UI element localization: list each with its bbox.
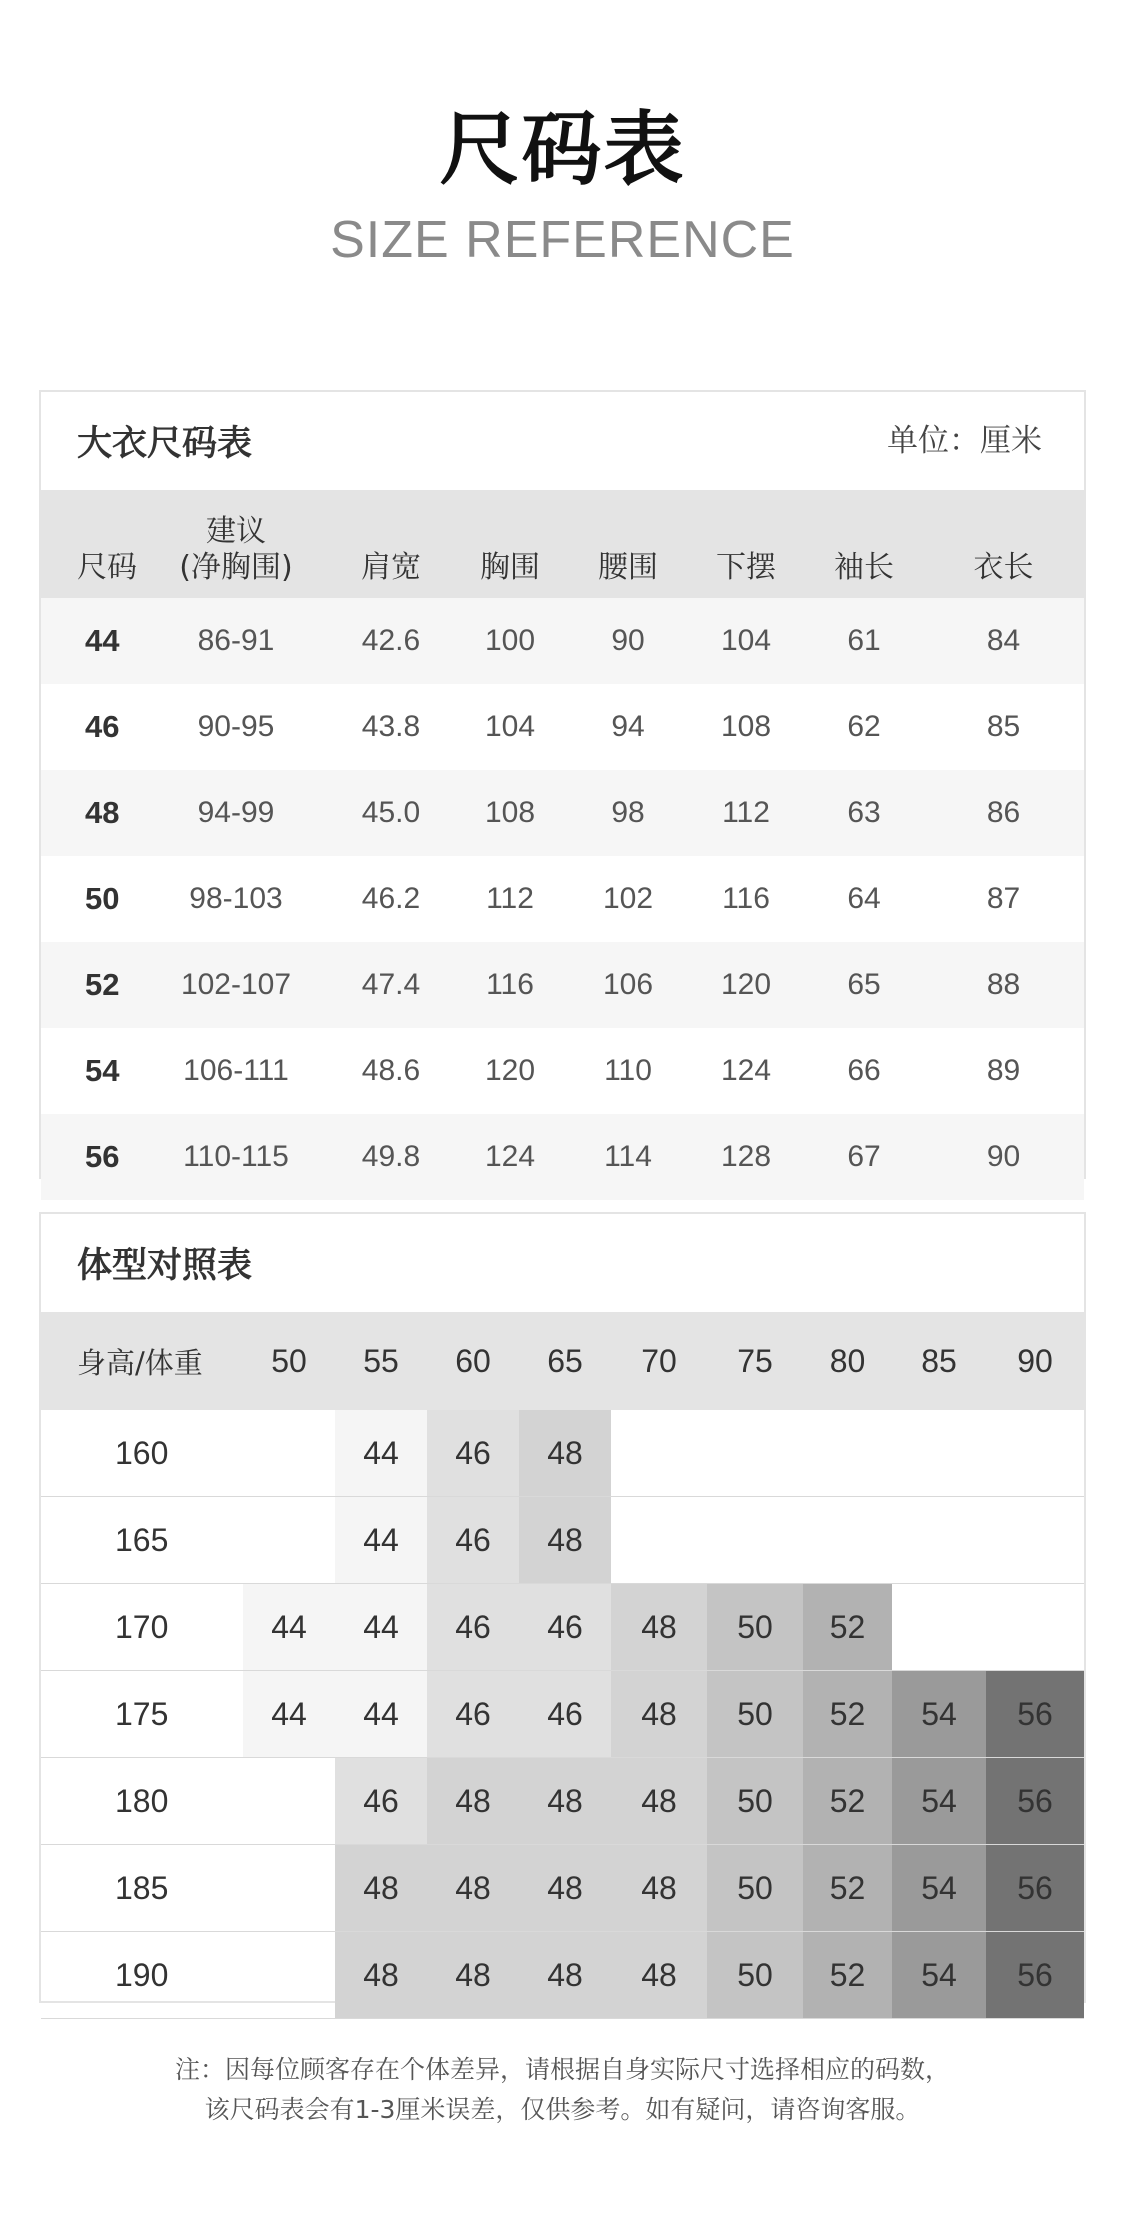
size-cell: 44 — [335, 1671, 427, 1758]
measurement-cell: 98 — [569, 770, 687, 856]
weight-column-header: 65 — [519, 1312, 611, 1410]
table-row — [41, 1845, 1084, 1932]
table-row — [41, 1932, 1084, 2019]
measurement-cell: 110 — [569, 1028, 687, 1114]
measurement-cell: 85 — [923, 684, 1084, 770]
size-cell — [892, 1497, 986, 1584]
measurement-cell: 114 — [569, 1114, 687, 1200]
weight-column-header: 60 — [427, 1312, 519, 1410]
measurement-cell: 94-99 — [141, 770, 331, 856]
measurement-cell: 45.0 — [331, 770, 451, 856]
note-line-2: 该尺码表会有1-3厘米误差，仅供参考。如有疑问，请咨询客服。 — [204, 2095, 921, 2124]
measurement-cell: 104 — [451, 684, 569, 770]
size-cell: 48 — [611, 1758, 707, 1845]
table-row — [41, 856, 1084, 942]
size-cell: 50 — [707, 1845, 803, 1932]
size-cell: 50 — [707, 1671, 803, 1758]
size-cell: 46 — [335, 1758, 427, 1845]
table-row — [41, 1758, 1084, 1845]
size-cell — [986, 1410, 1084, 1497]
size-cell: 54 — [892, 1932, 986, 2019]
size-cell: 46 — [519, 1671, 611, 1758]
table-row — [41, 1584, 1084, 1671]
body-table-body — [41, 1410, 1084, 2019]
table-row — [41, 684, 1084, 770]
size-cell: 46 — [427, 1671, 519, 1758]
weight-column-header: 70 — [611, 1312, 707, 1410]
size-cell: 48 — [427, 1845, 519, 1932]
size-cell: 52 — [41, 942, 141, 1028]
size-cell: 50 — [707, 1932, 803, 2019]
size-cell — [707, 1497, 803, 1584]
measurement-cell: 67 — [805, 1114, 923, 1200]
height-cell: 185 — [41, 1845, 243, 1932]
measurement-cell: 106-111 — [141, 1028, 331, 1114]
coat-column-header: 肩宽 — [331, 490, 451, 598]
size-cell — [243, 1932, 335, 2019]
measurement-cell: 43.8 — [331, 684, 451, 770]
measurement-cell: 120 — [451, 1028, 569, 1114]
measurement-cell: 124 — [451, 1114, 569, 1200]
size-cell: 48 — [519, 1932, 611, 2019]
weight-column-header: 50 — [243, 1312, 335, 1410]
measurement-cell: 62 — [805, 684, 923, 770]
coat-size-table — [41, 490, 1084, 1200]
measurement-cell: 102-107 — [141, 942, 331, 1028]
size-cell: 56 — [41, 1114, 141, 1200]
body-type-header — [41, 1214, 1084, 1312]
size-cell: 56 — [986, 1671, 1084, 1758]
size-cell: 52 — [803, 1671, 892, 1758]
table-row — [41, 942, 1084, 1028]
size-cell: 44 — [335, 1497, 427, 1584]
size-cell: 44 — [41, 598, 141, 684]
measurement-cell: 86 — [923, 770, 1084, 856]
weight-column-header: 75 — [707, 1312, 803, 1410]
size-cell — [892, 1584, 986, 1671]
measurement-cell: 90-95 — [141, 684, 331, 770]
measurement-cell: 90 — [923, 1114, 1084, 1200]
measurement-cell: 63 — [805, 770, 923, 856]
size-cell — [611, 1497, 707, 1584]
measurement-cell: 104 — [687, 598, 805, 684]
size-cell — [243, 1758, 335, 1845]
table-row — [41, 1028, 1084, 1114]
size-cell: 44 — [335, 1584, 427, 1671]
size-cell — [707, 1410, 803, 1497]
measurement-cell: 112 — [451, 856, 569, 942]
measurement-cell: 84 — [923, 598, 1084, 684]
height-weight-corner: 身高/体重 — [41, 1312, 243, 1410]
measurement-cell: 87 — [923, 856, 1084, 942]
size-cell — [243, 1410, 335, 1497]
size-cell: 44 — [335, 1410, 427, 1497]
size-cell — [611, 1410, 707, 1497]
size-cell: 52 — [803, 1845, 892, 1932]
page-subtitle: SIZE REFERENCE — [330, 211, 795, 269]
height-cell: 165 — [41, 1497, 243, 1584]
size-cell: 54 — [41, 1028, 141, 1114]
measurement-cell: 89 — [923, 1028, 1084, 1114]
measurement-cell: 42.6 — [331, 598, 451, 684]
size-cell: 50 — [41, 856, 141, 942]
size-cell: 54 — [892, 1758, 986, 1845]
measurement-cell: 116 — [687, 856, 805, 942]
coat-column-header: 胸围 — [451, 490, 569, 598]
size-cell — [986, 1584, 1084, 1671]
measurement-cell: 94 — [569, 684, 687, 770]
unit-label: 单位：厘米 — [887, 423, 1042, 459]
page-title: 尺码表 — [439, 103, 686, 196]
size-cell: 52 — [803, 1932, 892, 2019]
size-cell: 48 — [611, 1845, 707, 1932]
coat-column-header: 下摆 — [687, 490, 805, 598]
size-cell: 52 — [803, 1758, 892, 1845]
size-cell: 50 — [707, 1758, 803, 1845]
size-cell: 48 — [519, 1410, 611, 1497]
body-type-table — [41, 1312, 1084, 2019]
size-cell: 48 — [519, 1497, 611, 1584]
measurement-cell: 106 — [569, 942, 687, 1028]
measurement-cell: 112 — [687, 770, 805, 856]
size-cell: 46 — [427, 1497, 519, 1584]
size-cell: 48 — [427, 1932, 519, 2019]
measurement-cell: 98-103 — [141, 856, 331, 942]
size-note — [0, 2050, 1125, 2130]
measurement-cell: 108 — [687, 684, 805, 770]
measurement-cell: 110-115 — [141, 1114, 331, 1200]
weight-column-header: 55 — [335, 1312, 427, 1410]
coat-column-header: 衣长 — [923, 490, 1084, 598]
size-cell: 50 — [707, 1584, 803, 1671]
height-cell: 170 — [41, 1584, 243, 1671]
coat-size-title: 大衣尺码表 — [77, 424, 253, 464]
height-cell: 190 — [41, 1932, 243, 2019]
measurement-cell: 66 — [805, 1028, 923, 1114]
coat-column-header: 建议 (净胸围) — [141, 490, 331, 598]
measurement-cell: 100 — [451, 598, 569, 684]
size-cell: 48 — [335, 1932, 427, 2019]
table-row — [41, 770, 1084, 856]
measurement-cell: 88 — [923, 942, 1084, 1028]
size-cell: 48 — [427, 1758, 519, 1845]
size-cell: 48 — [611, 1671, 707, 1758]
measurement-cell: 120 — [687, 942, 805, 1028]
measurement-cell: 124 — [687, 1028, 805, 1114]
height-cell: 160 — [41, 1410, 243, 1497]
measurement-cell: 90 — [569, 598, 687, 684]
size-cell: 44 — [243, 1584, 335, 1671]
size-cell: 48 — [335, 1845, 427, 1932]
measurement-cell: 86-91 — [141, 598, 331, 684]
measurement-cell: 48.6 — [331, 1028, 451, 1114]
height-cell: 180 — [41, 1758, 243, 1845]
size-cell: 52 — [803, 1584, 892, 1671]
size-cell: 54 — [892, 1845, 986, 1932]
measurement-cell: 47.4 — [331, 942, 451, 1028]
coat-column-header: 尺码 — [41, 490, 141, 598]
table-row — [41, 598, 1084, 684]
table-row — [41, 1671, 1084, 1758]
measurement-cell: 128 — [687, 1114, 805, 1200]
measurement-cell: 61 — [805, 598, 923, 684]
size-cell — [803, 1410, 892, 1497]
note-line-1: 注：因每位顾客存在个体差异，请根据自身实际尺寸选择相应的码数， — [174, 2055, 950, 2084]
size-cell: 48 — [519, 1845, 611, 1932]
size-cell: 56 — [986, 1758, 1084, 1845]
size-cell: 48 — [611, 1932, 707, 2019]
size-cell: 48 — [611, 1584, 707, 1671]
coat-table-header-row — [41, 490, 1084, 598]
size-cell: 56 — [986, 1932, 1084, 2019]
measurement-cell: 102 — [569, 856, 687, 942]
weight-column-header: 80 — [803, 1312, 892, 1410]
measurement-cell: 64 — [805, 856, 923, 942]
height-cell: 175 — [41, 1671, 243, 1758]
size-cell: 48 — [519, 1758, 611, 1845]
size-cell: 54 — [892, 1671, 986, 1758]
size-cell: 46 — [519, 1584, 611, 1671]
table-row — [41, 1497, 1084, 1584]
coat-size-card — [39, 390, 1086, 1179]
size-cell — [892, 1410, 986, 1497]
coat-table-body — [41, 598, 1084, 1200]
size-cell — [986, 1497, 1084, 1584]
size-cell: 46 — [41, 684, 141, 770]
coat-column-header: 袖长 — [805, 490, 923, 598]
size-cell — [803, 1497, 892, 1584]
size-cell — [243, 1845, 335, 1932]
size-cell: 56 — [986, 1845, 1084, 1932]
size-cell: 48 — [41, 770, 141, 856]
coat-size-header — [41, 392, 1084, 490]
measurement-cell: 46.2 — [331, 856, 451, 942]
size-cell — [243, 1497, 335, 1584]
size-cell: 46 — [427, 1410, 519, 1497]
table-row — [41, 1410, 1084, 1497]
size-cell: 46 — [427, 1584, 519, 1671]
body-table-header-row — [41, 1312, 1084, 1410]
size-cell: 44 — [243, 1671, 335, 1758]
measurement-cell: 108 — [451, 770, 569, 856]
body-type-title: 体型对照表 — [77, 1246, 253, 1286]
measurement-cell: 49.8 — [331, 1114, 451, 1200]
body-type-card — [39, 1212, 1086, 2003]
weight-column-header: 85 — [892, 1312, 986, 1410]
table-row — [41, 1114, 1084, 1200]
measurement-cell: 116 — [451, 942, 569, 1028]
weight-column-header: 90 — [986, 1312, 1084, 1410]
coat-column-header: 腰围 — [569, 490, 687, 598]
measurement-cell: 65 — [805, 942, 923, 1028]
